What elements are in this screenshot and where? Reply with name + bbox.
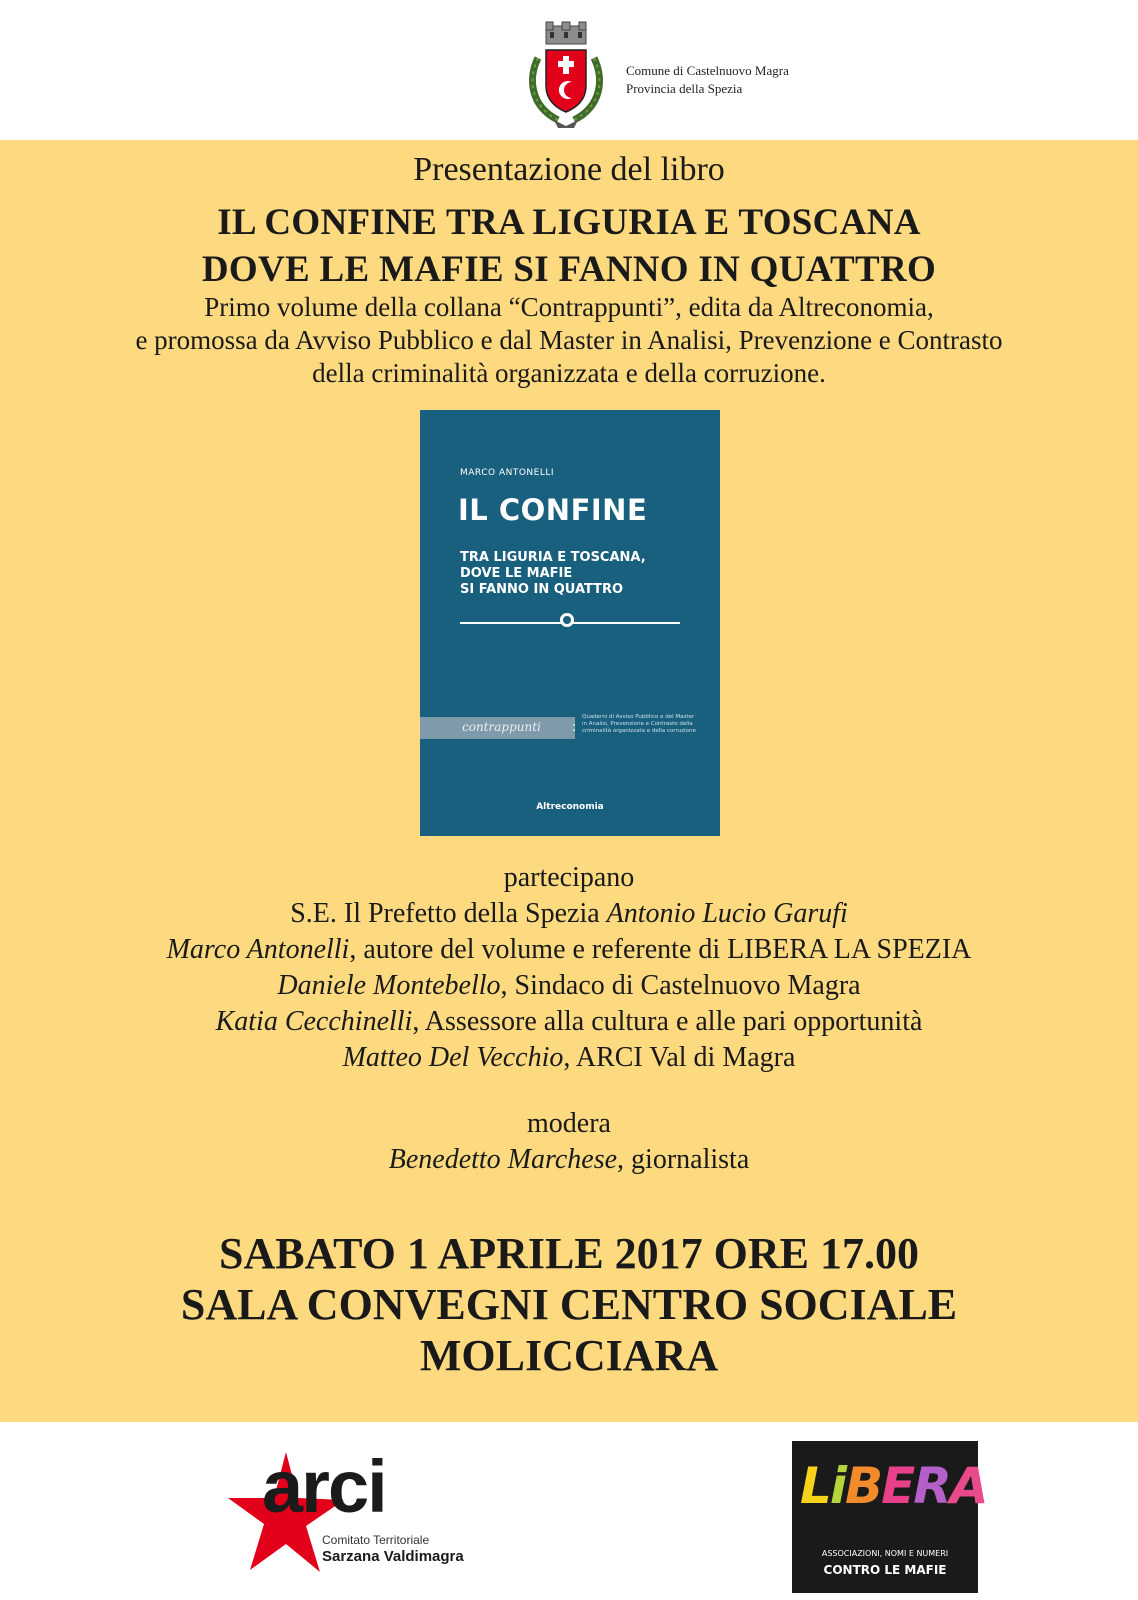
participant-5	[0, 1040, 1138, 1076]
cover-publisher: Altreconomia	[536, 802, 604, 812]
libera-logo	[792, 1441, 987, 1593]
book-title	[0, 199, 1138, 293]
libera-letter: L	[800, 1457, 830, 1515]
libera-letter: R	[913, 1457, 950, 1515]
participant-3-role: , Sindaco di Castelnuovo Magra	[500, 970, 861, 1001]
provincia-label: Provincia della Spezia	[626, 81, 743, 96]
description-line-3: della criminalità organizzata e della corruzione.	[312, 358, 826, 388]
libera-letter: i	[829, 1457, 846, 1515]
participant-1-prefix: S.E. Il Prefetto della Spezia	[290, 898, 607, 929]
libera-tagline-1: ASSOCIAZIONI, NOMI E NUMERI	[821, 1549, 949, 1558]
cover-title: IL CONFINE	[458, 493, 648, 527]
participants	[0, 860, 1138, 1076]
book-title-line-2: DOVE LE MAFIE SI FANNO IN QUATTRO	[201, 249, 937, 290]
libera-tagline-2: CONTRO LE MAFIE	[823, 1563, 947, 1577]
moderator-heading: modera	[527, 1108, 611, 1139]
participant-4-role: , Assessore alla cultura e alle pari opportunità	[412, 1006, 923, 1037]
municipality-name	[626, 62, 789, 98]
book-cover	[420, 410, 720, 836]
participant-4-name: Katia Cecchinelli	[215, 1006, 413, 1037]
intro-text: Presentazione del libro	[413, 151, 725, 188]
book-title-line-1: IL CONFINE TRA LIGURIA E TOSCANA	[217, 202, 921, 243]
footer	[0, 1422, 1138, 1600]
arci-committee-label: Comitato Territoriale	[322, 1533, 430, 1547]
moderator-name: Benedetto Marchese	[388, 1144, 618, 1175]
libera-letter: A	[949, 1457, 987, 1515]
cover-subtitle-line-1: TRA LIGURIA E TOSCANA,	[460, 550, 646, 565]
event-date-time: SABATO 1 APRILE 2017 ORE 17.00	[218, 1229, 920, 1278]
participant-1	[0, 896, 1138, 932]
header	[0, 0, 1138, 140]
arci-area-label: Sarzana Valdimagra	[322, 1548, 464, 1565]
cover-subtitle	[460, 550, 700, 598]
libera-letter: B	[845, 1457, 882, 1515]
participants-heading: partecipano	[503, 862, 635, 893]
municipal-crest-icon	[524, 20, 608, 132]
participant-5-role: , ARCI Val di Magra	[563, 1042, 796, 1073]
participant-2	[0, 932, 1138, 968]
cover-knot-icon	[560, 613, 574, 627]
event-location: MOLICCIARA	[419, 1331, 719, 1380]
cover-subtitle-line-3: SI FANNO IN QUATTRO	[460, 582, 624, 597]
cover-subtitle-line-2: DOVE LE MAFIE	[460, 566, 573, 581]
participant-3	[0, 968, 1138, 1004]
moderator-line	[0, 1142, 1138, 1178]
participant-1-name: Antonio Lucio Garufi	[606, 898, 848, 929]
arci-logo-word: arci	[262, 1445, 386, 1528]
event-venue: SALA CONVEGNI CENTRO SOCIALE	[180, 1280, 958, 1329]
participant-3-name: Daniele Montebello	[277, 970, 501, 1001]
participant-2-role: , autore del volume e referente di LIBERA LA SPEZIA	[349, 934, 972, 965]
cover-series-note: Quaderni di Avviso Pubblico e del Master in Analisi, Prevenzione e Contrasto della criminalità organizzata e della corruzione	[582, 714, 696, 734]
moderator	[0, 1106, 1138, 1178]
cover-author: MARCO ANTONELLI	[460, 468, 555, 478]
comune-label: Comune di Castelnuovo Magra	[626, 63, 789, 78]
description-line-2: e promossa da Avviso Pubblico e dal Master in Analisi, Prevenzione e Contrasto	[135, 325, 1003, 355]
participant-5-name: Matteo Del Vecchio	[342, 1042, 564, 1073]
event-details	[0, 1228, 1138, 1381]
description-line-1: Primo volume della collana “Contrappunti”, edita da Altreconomia,	[204, 292, 934, 322]
cover-series-name: contrappunti	[462, 720, 541, 734]
participant-4	[0, 1004, 1138, 1040]
moderator-role: , giornalista	[617, 1144, 750, 1175]
book-description	[0, 291, 1138, 390]
participant-2-name: Marco Antonelli	[166, 934, 350, 965]
cover-series-separator: :	[572, 720, 577, 735]
libera-letter: E	[881, 1457, 914, 1515]
libera-logo-word	[800, 1457, 987, 1515]
